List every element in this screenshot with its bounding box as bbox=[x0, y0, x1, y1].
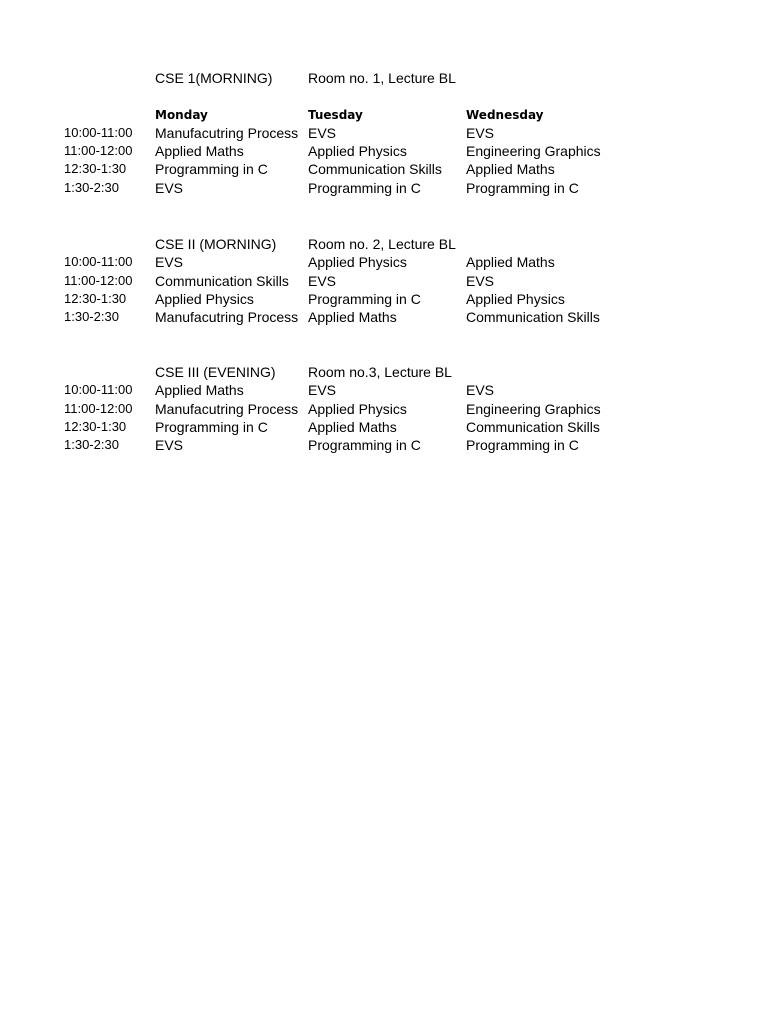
tuesday-class: Programming in C bbox=[308, 179, 421, 196]
monday-class: Applied Physics bbox=[155, 290, 254, 307]
wednesday-class: Programming in C bbox=[466, 437, 579, 454]
table-row bbox=[0, 418, 768, 436]
table-row bbox=[0, 179, 768, 197]
wednesday-class: EVS bbox=[466, 124, 495, 141]
table-row bbox=[0, 142, 768, 160]
table-row bbox=[0, 290, 768, 308]
table-row bbox=[0, 400, 768, 418]
time-slot: 10:00-11:00 bbox=[64, 254, 133, 270]
wednesday-class: EVS bbox=[466, 382, 495, 399]
timetable-section-cse-3 bbox=[0, 363, 768, 454]
table-row bbox=[0, 124, 768, 142]
spacer bbox=[0, 87, 768, 105]
monday-class: EVS bbox=[155, 179, 184, 196]
day-header-monday: Monday bbox=[155, 107, 208, 122]
wednesday-class: Communication Skills bbox=[466, 418, 600, 435]
time-slot: 10:00-11:00 bbox=[64, 124, 133, 140]
monday-class: Communication Skills bbox=[155, 272, 289, 289]
monday-class: Manufacutring Process bbox=[155, 309, 299, 326]
table-row bbox=[0, 160, 768, 178]
time-slot: 12:30-1:30 bbox=[64, 290, 127, 306]
wednesday-class: EVS bbox=[466, 272, 495, 289]
monday-class: Programming in C bbox=[155, 161, 268, 178]
group-title: CSE II (MORNING) bbox=[155, 236, 277, 252]
monday-class: Applied Maths bbox=[155, 382, 244, 399]
wednesday-class: Applied Physics bbox=[466, 290, 565, 307]
timetable-section-cse-1 bbox=[0, 69, 768, 197]
time-slot: 11:00-12:00 bbox=[64, 143, 133, 159]
tuesday-class: Applied Physics bbox=[308, 143, 407, 160]
tuesday-class: EVS bbox=[308, 382, 337, 399]
table-row bbox=[0, 253, 768, 271]
time-slot: 1:30-2:30 bbox=[64, 437, 119, 453]
room-label: Room no. 2, Lecture BL bbox=[308, 236, 456, 252]
tuesday-class: Applied Physics bbox=[308, 400, 407, 417]
tuesday-class: Applied Maths bbox=[308, 418, 397, 435]
wednesday-class: Applied Maths bbox=[466, 161, 555, 178]
time-slot: 1:30-2:30 bbox=[64, 309, 119, 325]
time-slot: 10:00-11:00 bbox=[64, 382, 133, 398]
monday-class: Applied Maths bbox=[155, 143, 244, 160]
day-header-tuesday: Tuesday bbox=[308, 107, 363, 122]
table-row bbox=[0, 381, 768, 399]
tuesday-class: Applied Maths bbox=[308, 309, 397, 326]
monday-class: EVS bbox=[155, 254, 184, 271]
monday-class: Manufacutring Process bbox=[155, 400, 299, 417]
room-label: Room no. 1, Lecture BL bbox=[308, 70, 456, 86]
section-header-row bbox=[0, 235, 768, 253]
wednesday-class: Programming in C bbox=[466, 179, 579, 196]
room-label: Room no.3, Lecture BL bbox=[308, 364, 452, 380]
table-row bbox=[0, 308, 768, 326]
group-title: CSE 1(MORNING) bbox=[155, 70, 273, 86]
section-header-row bbox=[0, 363, 768, 381]
time-slot: 1:30-2:30 bbox=[64, 179, 119, 195]
wednesday-class: Engineering Graphics bbox=[466, 143, 601, 160]
table-row bbox=[0, 272, 768, 290]
tuesday-class: EVS bbox=[308, 124, 337, 141]
monday-class: Programming in C bbox=[155, 418, 268, 435]
wednesday-class: Engineering Graphics bbox=[466, 400, 601, 417]
monday-class: Manufacutring Process bbox=[155, 124, 299, 141]
timetable-section-cse-2 bbox=[0, 235, 768, 326]
tuesday-class: Programming in C bbox=[308, 437, 421, 454]
time-slot: 11:00-12:00 bbox=[64, 400, 133, 416]
time-slot: 12:30-1:30 bbox=[64, 418, 127, 434]
time-slot: 12:30-1:30 bbox=[64, 161, 127, 177]
section-header-row bbox=[0, 69, 768, 87]
day-header-wednesday: Wednesday bbox=[466, 107, 544, 122]
day-header-row bbox=[0, 106, 768, 124]
tuesday-class: EVS bbox=[308, 272, 337, 289]
wednesday-class: Communication Skills bbox=[466, 309, 600, 326]
monday-class: EVS bbox=[155, 437, 184, 454]
time-slot: 11:00-12:00 bbox=[64, 272, 133, 288]
group-title: CSE III (EVENING) bbox=[155, 364, 276, 380]
tuesday-class: Applied Physics bbox=[308, 254, 407, 271]
tuesday-class: Programming in C bbox=[308, 290, 421, 307]
table-row bbox=[0, 436, 768, 454]
tuesday-class: Communication Skills bbox=[308, 161, 442, 178]
wednesday-class: Applied Maths bbox=[466, 254, 555, 271]
